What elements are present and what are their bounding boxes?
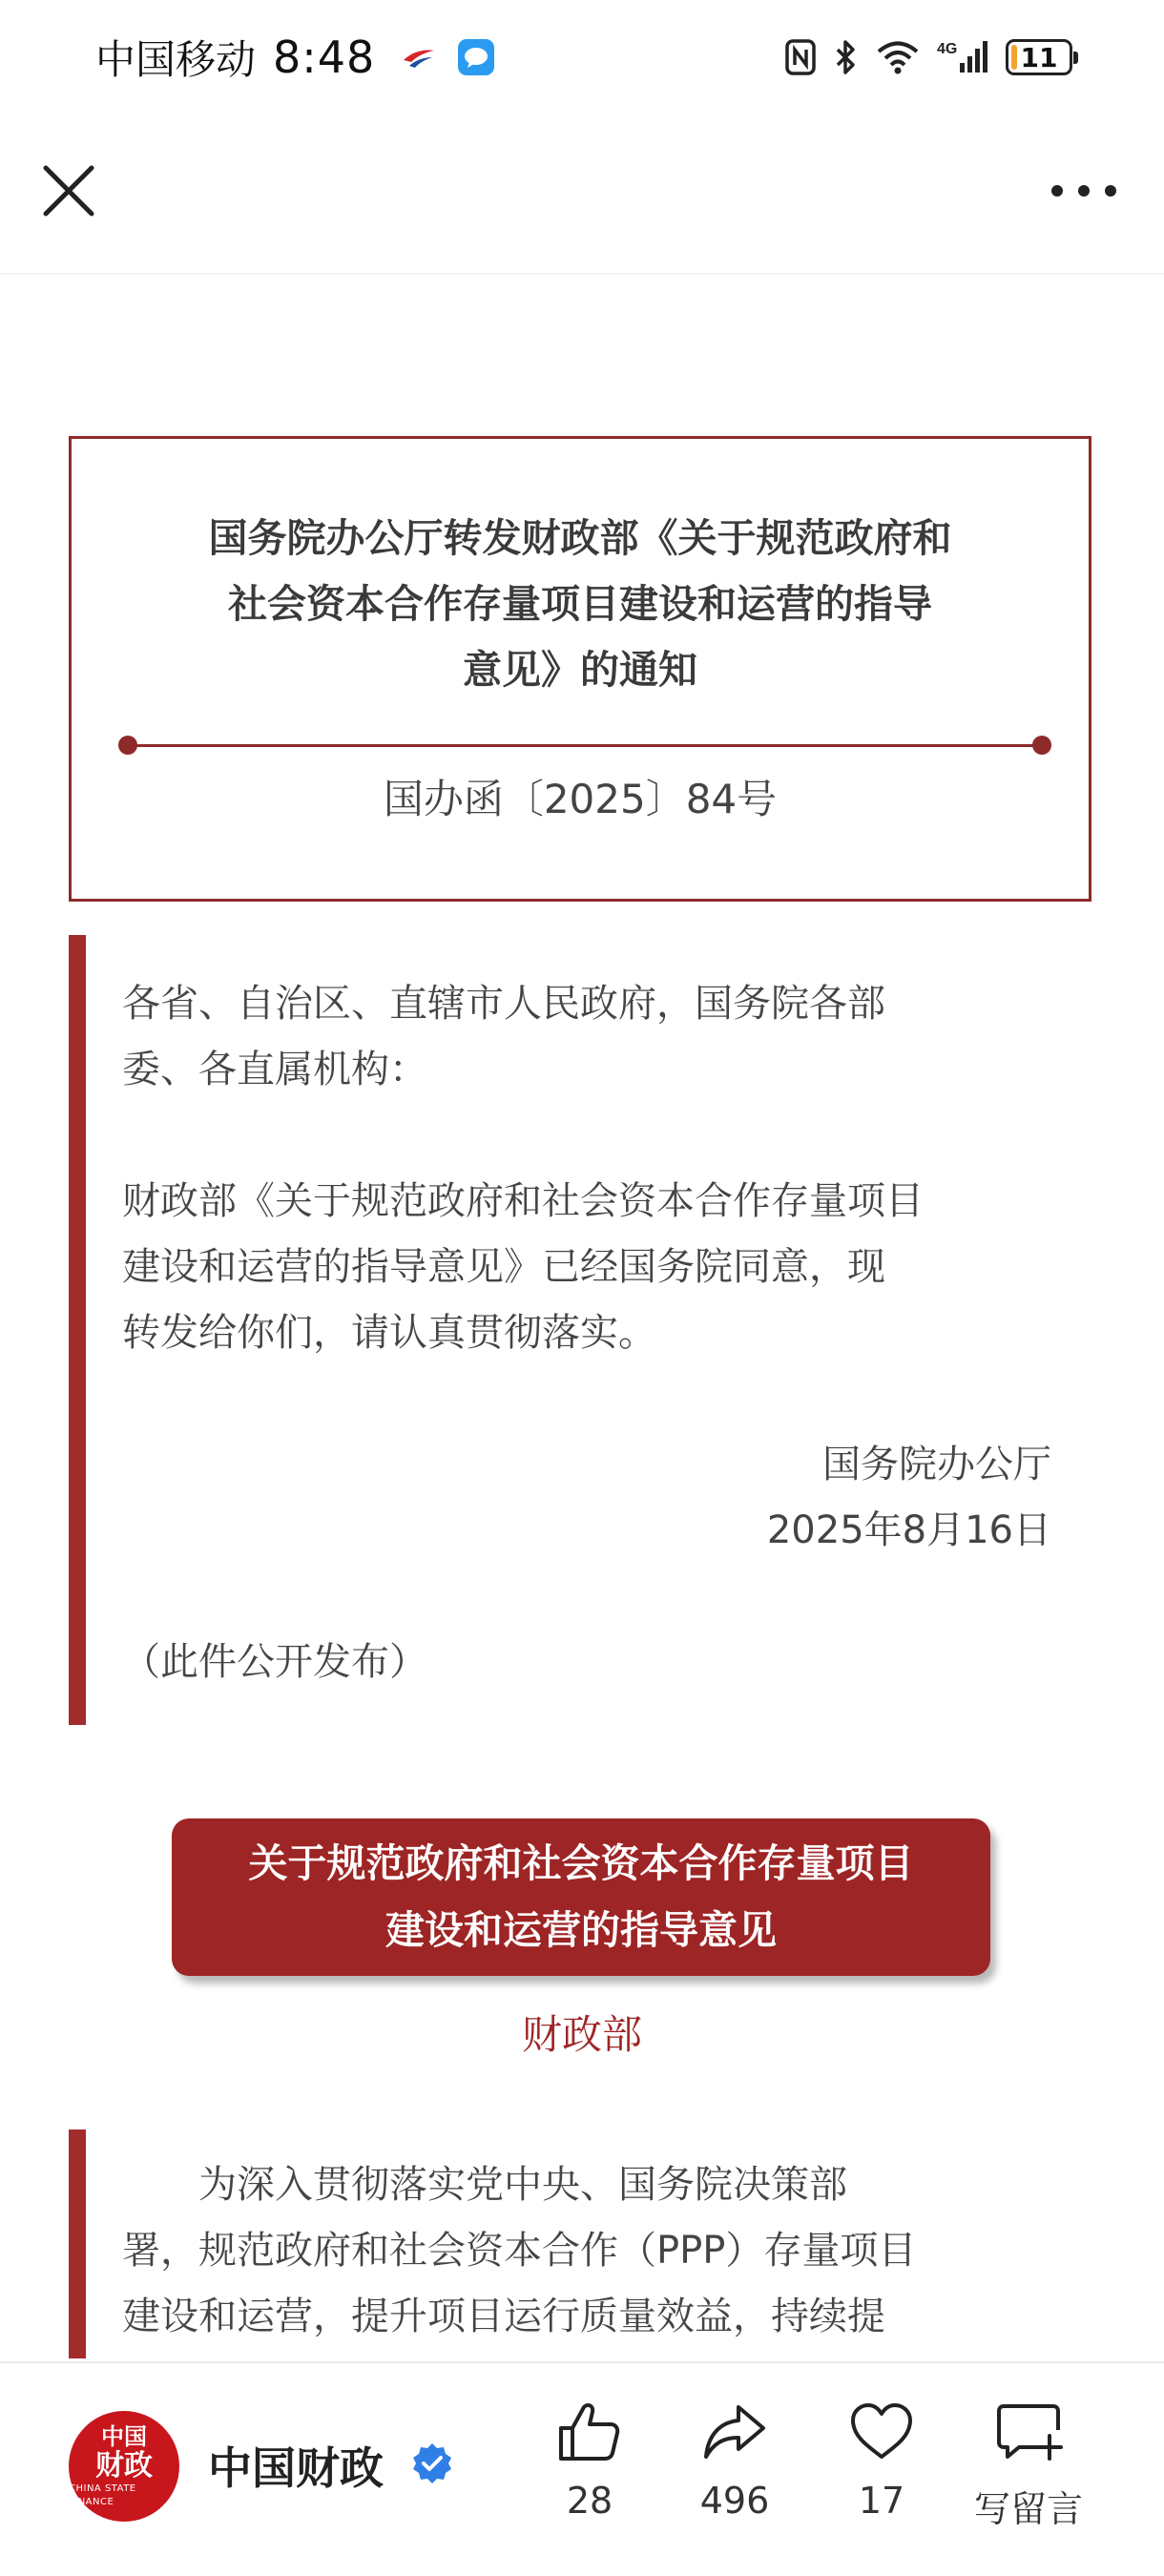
comment-label: 写留言: [973, 2488, 1083, 2530]
logo-text-sub: CHINA STATE FINANCE: [69, 2483, 136, 2507]
document-number: 国办函〔2025〕84号: [383, 776, 778, 822]
write-comment-button[interactable]: [962, 2398, 1095, 2532]
nfc-icon: [784, 38, 817, 76]
thumbs-up-icon: [555, 2398, 624, 2466]
heading-line: 建设和运营的指导意见: [385, 1907, 777, 1953]
heart-icon: [847, 2398, 916, 2466]
section-heading: [172, 1818, 990, 1976]
title-line: 社会资本合作存量项目建设和运营的指导: [228, 581, 932, 627]
battery-icon: [1006, 39, 1072, 75]
like-count: 28: [566, 2480, 613, 2522]
title-divider: [124, 744, 1046, 747]
body-line: 转发给你们，请认真贯彻落实。: [122, 1311, 656, 1355]
favorite-count: 17: [858, 2480, 905, 2522]
comment-add-icon: [994, 2398, 1063, 2466]
recipient-line: 各省、自治区、直辖市人民政府，国务院各部: [122, 982, 885, 1026]
status-right: [784, 38, 1072, 76]
body-line: 财政部《关于规范政府和社会资本合作存量项目: [122, 1179, 924, 1223]
bluetooth-icon: [834, 38, 859, 76]
verified-badge-icon: [410, 2441, 454, 2485]
intro-line: 为深入贯彻落实党中央、国务院决策部: [198, 2163, 847, 2207]
signal-icon: [937, 38, 988, 76]
battery-level: 11: [1020, 41, 1058, 73]
signature: 国务院办公厅: [822, 1443, 1051, 1486]
account-name[interactable]: 中国财政: [208, 2442, 384, 2494]
heading-line: 关于规范政府和社会资本合作存量项目: [248, 1840, 914, 1886]
airline-app-icon: [402, 43, 436, 72]
message-app-icon: [457, 38, 495, 76]
notice-date: 2025年8月16日: [766, 1508, 1051, 1552]
network-type: 4G: [937, 41, 958, 57]
intro-line: 建设和运营，提升项目运行质量效益，持续提: [122, 2295, 885, 2338]
intro-line: 署，规范政府和社会资本合作（PPP）存量项目: [122, 2229, 917, 2273]
publish-note: （此件公开发布）: [122, 1640, 427, 1684]
section-intro: [69, 2129, 1070, 2358]
nav-bar: [0, 114, 1164, 275]
close-icon[interactable]: [36, 158, 101, 223]
logo-text-top: 中国: [101, 2423, 147, 2450]
divider-dot: [118, 736, 137, 755]
recipient-line: 委、各直属机构：: [122, 1048, 427, 1091]
share-arrow-icon: [700, 2398, 769, 2466]
body-line: 建设和运营的指导意见》已经国务院同意，现: [122, 1245, 885, 1289]
like-button[interactable]: [523, 2398, 656, 2522]
divider-dot: [1032, 736, 1051, 755]
wifi-icon: [876, 39, 920, 75]
notice-body: [69, 935, 1070, 1725]
favorite-button[interactable]: [815, 2398, 948, 2522]
document-title-box: [69, 436, 1091, 902]
title-line: 国务院办公厅转发财政部《关于规范政府和: [208, 515, 952, 561]
more-dots-icon[interactable]: [1046, 172, 1122, 210]
share-button[interactable]: [668, 2398, 801, 2522]
brand-logo[interactable]: [69, 2411, 179, 2522]
notification-icons: [402, 38, 495, 76]
issuing-department: 财政部: [521, 2011, 642, 2058]
document-title: [148, 506, 1012, 703]
status-bar: [0, 0, 1164, 114]
bottom-action-bar: [0, 2361, 1164, 2576]
battery-fill: [1011, 45, 1017, 70]
share-count: 496: [699, 2480, 770, 2522]
carrier-name: 中国移动: [95, 36, 257, 83]
logo-text-mid: 财政: [95, 2449, 153, 2483]
status-left: [95, 29, 495, 86]
clock: 8:48: [273, 31, 376, 83]
title-line: 意见》的通知: [463, 647, 697, 693]
